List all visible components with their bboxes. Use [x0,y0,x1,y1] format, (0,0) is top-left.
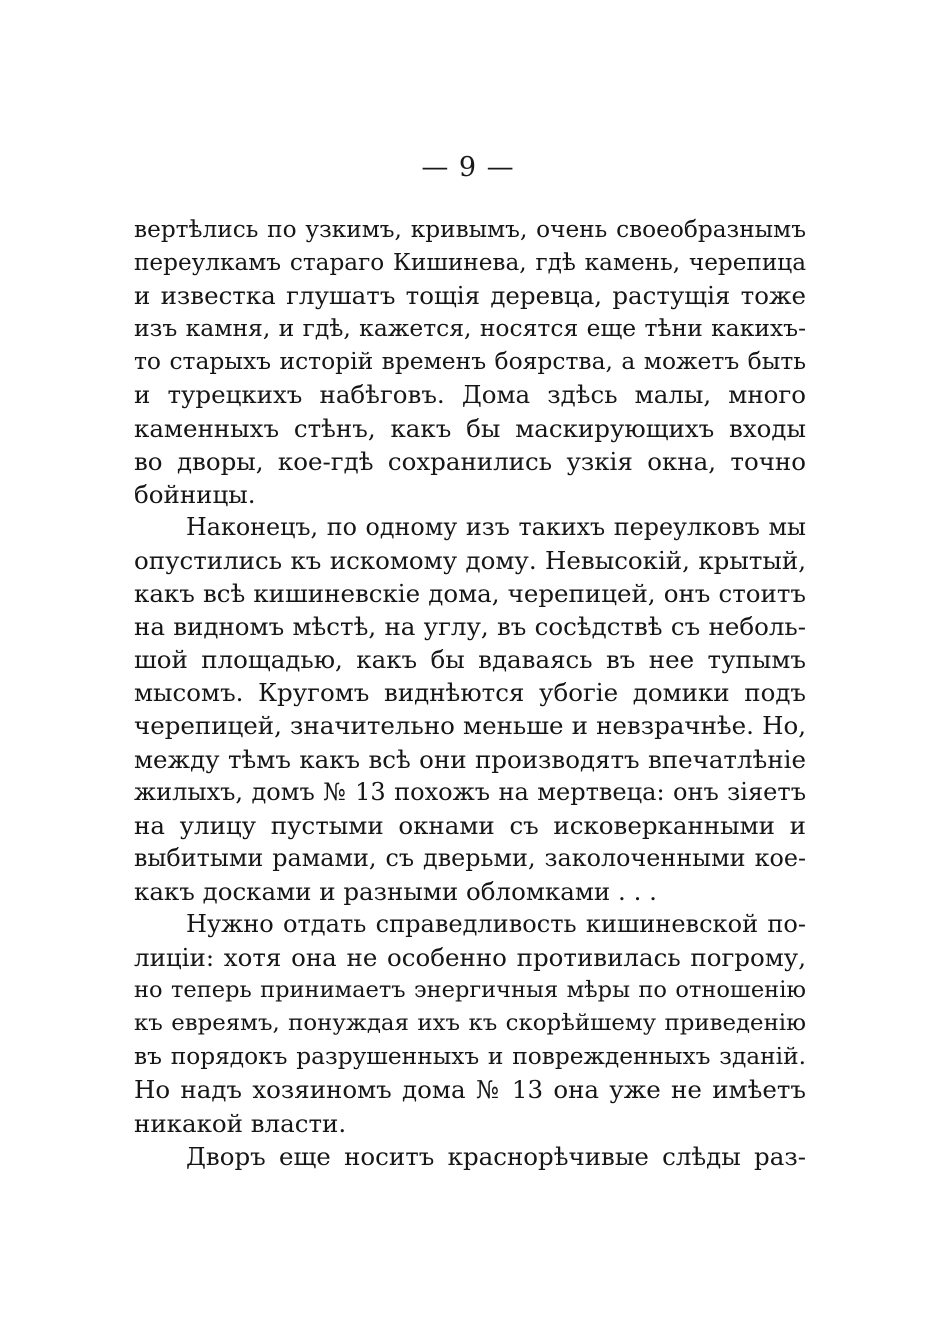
text-line: Наконецъ, по одному изъ такихъ переулковъ мы [186,512,806,541]
text-line: лиціи: хотя она не особенно противилась погрому, [134,943,806,973]
text-line: вертѣлись по узкимъ, кривымъ, очень своеобразнымъ [134,216,806,243]
text-line: то старыхъ исторій временъ боярства, а можетъ быть [134,347,806,376]
text-line: Нужно отдать справедливость кишиневской по- [186,909,806,938]
page-number: — 9 — [421,152,515,183]
body-text [134,213,806,1173]
text-line: жилыхъ, домъ № 13 похожъ на мертвеца: онъ зіяетъ [134,777,806,806]
text-line: шой площадью, какъ бы вдаваясь въ нее тупымъ [134,645,806,675]
text-line: на видномъ мѣстѣ, на углу, въ сосѣдствѣ съ неболь- [134,612,806,642]
text-line: Но надъ хозяиномъ дома № 13 она уже не имѣетъ [134,1075,806,1105]
text-line: какъ досками и разными обломками . . . [134,876,657,906]
text-line: переулкамъ стараго Кишинева, гдѣ камень, черепица [134,249,806,277]
text-line: но теперь принимаетъ энергичныя мѣры по отношенію [134,977,806,1004]
text-line: между тѣмъ какъ всѣ они производятъ впечатлѣніе [134,744,806,774]
text-line: и турецкихъ набѣговъ. Дома здѣсь малы, много [134,380,806,410]
text-line: каменныхъ стѣнъ, какъ бы маскирующихъ входы [134,413,806,443]
text-line: во дворы, кое-гдѣ сохранились узкія окна, точно [134,446,806,476]
text-line: въ порядокъ разрушенныхъ и поврежденныхъ зданій. [134,1043,806,1071]
text-line: изъ камня, и гдѣ, кажется, носятся еще тѣни какихъ- [134,314,806,343]
text-line: и известка глушатъ тощія деревца, растущія тоже [134,281,806,311]
text-line: мысомъ. Кругомъ виднѣются убогіе домики подъ [134,678,806,708]
text-line: Дворъ еще носитъ краснорѣчивые слѣды раз- [186,1141,806,1171]
text-line: черепицей, значительно меньше и невзрачнѣе. Но, [134,711,806,741]
text-line: выбитыми рамами, съ дверьми, заколоченными кое- [134,843,806,872]
text-line: бойницы. [134,479,256,509]
text-line: опустились къ искомому дому. Невысокій, крытый, [134,545,806,575]
text-line: на улицу пустыми окнами съ исковерканными и [134,810,806,840]
text-line: къ евреямъ, понуждая ихъ къ скорѣйшему приведенію [134,1010,806,1037]
text-line: какъ всѣ кишиневскіе дома, черепицей, онъ стоитъ [134,579,806,609]
text-line: никакой власти. [134,1108,347,1138]
